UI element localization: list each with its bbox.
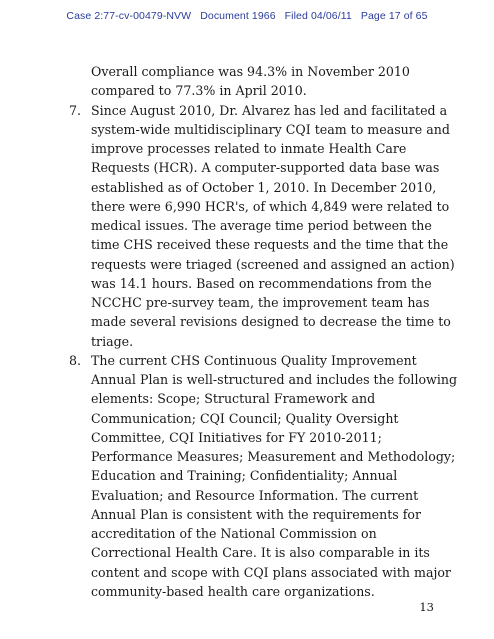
item-text: Since August 2010, Dr. Alvarez has led and facilitated a system-wide multidisciplinary CQI team to measure and improve processes related to inmate Health Care Requests (HCR). A computer-supported data base was established as of October 1, 2010. In December 2010, there were 6,990 HCR's, of which 4,849 were related to medical issues. The average time period between the time CHS received these requests and the time that the requests were triaged (screened and assigned an action) was 14.1 hours. Based on recommendations from the NCCHC pre-survey team, the improvement team has made several revisions designed to decrease the time to triage.: [91, 102, 455, 349]
continued-paragraph: Overall compliance was 94.3% in November 2010 compared to 77.3% in April 2010.: [91, 64, 410, 99]
document-body: [66, 62, 458, 601]
court-filing-header: [0, 10, 494, 22]
list-item-7: [66, 101, 458, 351]
item-number: 7.: [69, 102, 82, 118]
list-item-8: [66, 351, 458, 601]
page-number: 13: [419, 600, 434, 614]
numbered-list: [66, 101, 458, 602]
filed-date: Filed 04/06/11: [284, 10, 352, 22]
item-text: The current CHS Continuous Quality Improvement Annual Plan is well-structured and includes the following elements: Scope; Structural Framework and Communication; CQI Council; Quality Oversight Committee, CQI Initiatives for FY 2010-2011; Performance Measures; Measurement and Methodology; Education and Training; Confidentiality; Annual Evaluation; and Resource Information. The current Annual Plan is consistent with the requirements for accreditation of the National Commission on Correctional Health Care. It is also comparable in its content and scope with CQI plans associated with major community-based health care organizations.: [91, 352, 458, 599]
document-number: Document 1966: [200, 10, 276, 22]
item-number: 8.: [69, 352, 82, 368]
page-of-total: Page 17 of 65: [360, 10, 428, 22]
case-number: Case 2:77-cv-00479-NVW: [66, 10, 192, 22]
